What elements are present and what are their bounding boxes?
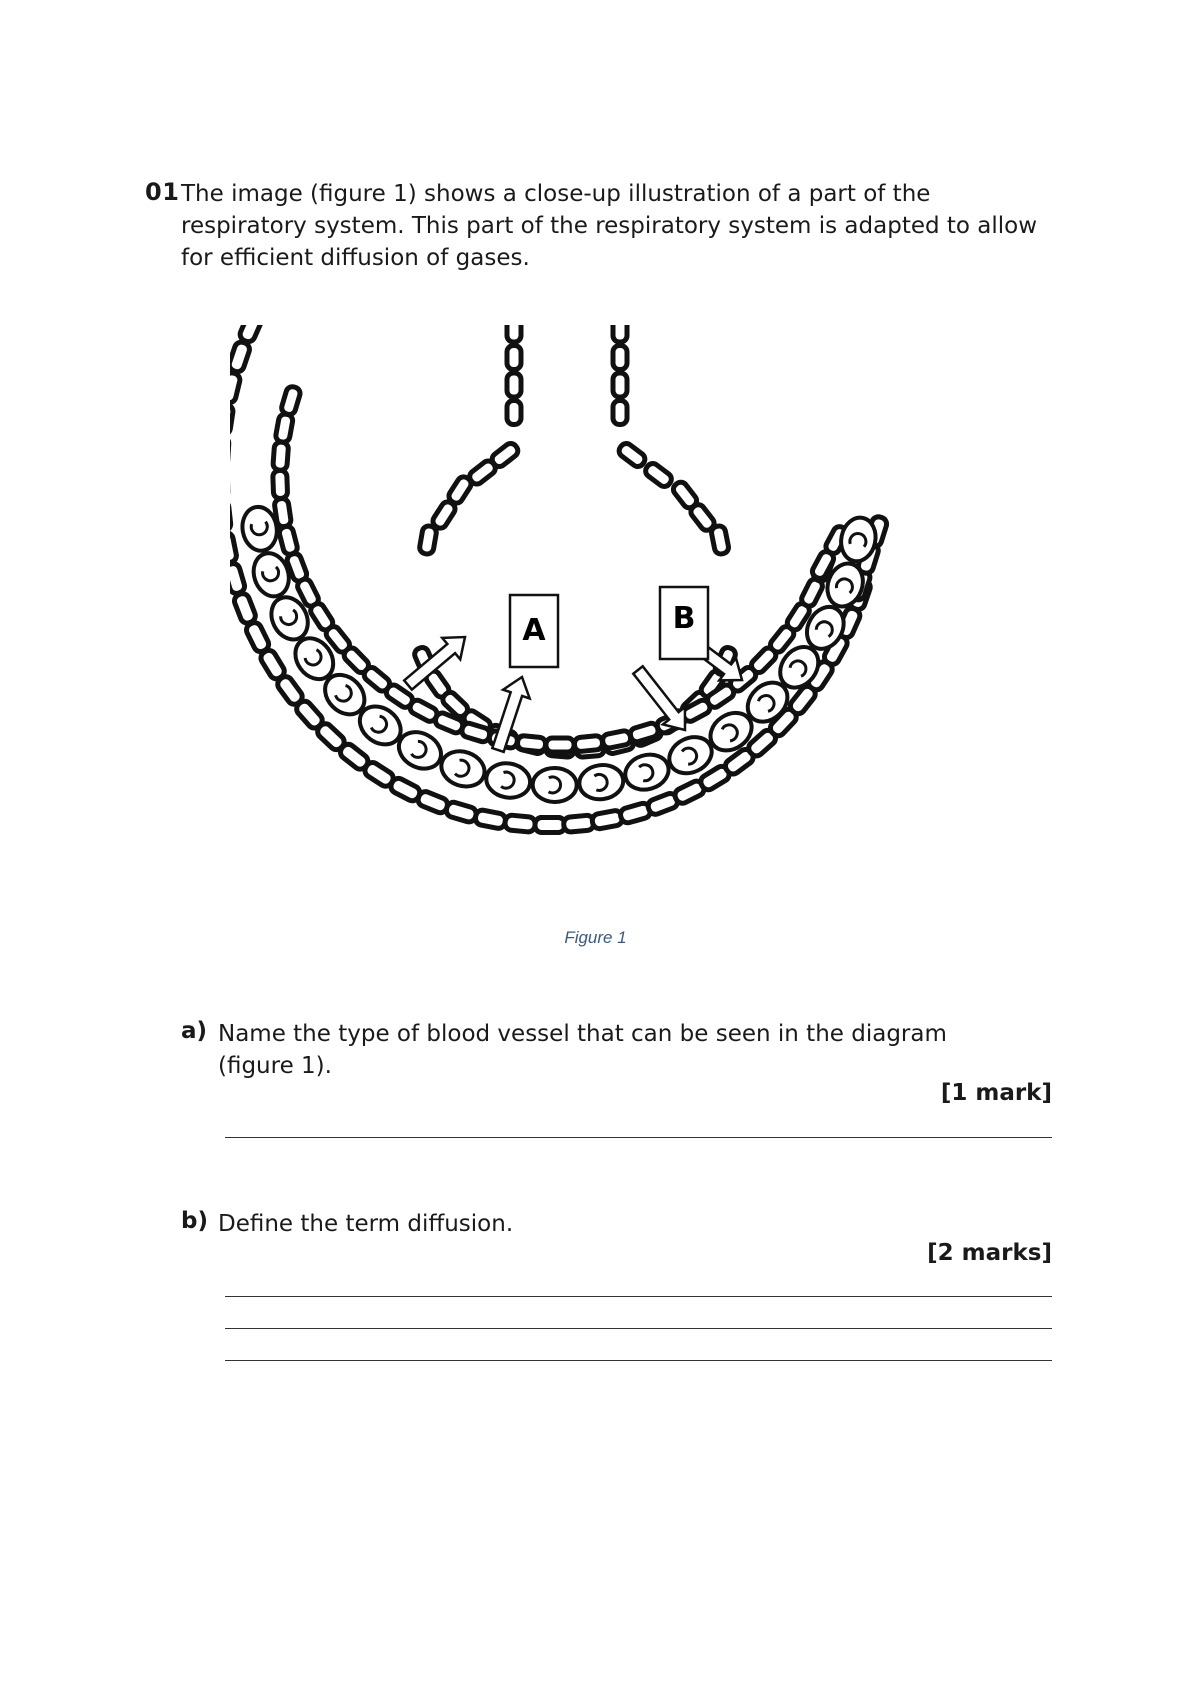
capillary-wall-segment [230, 403, 234, 435]
capillary-wall-segment [574, 735, 603, 752]
capillary-wall-segment [563, 815, 594, 833]
capillary-wall-segment [230, 532, 238, 564]
red-blood-cell [621, 750, 673, 795]
capillary-wall-segment [273, 470, 288, 498]
alveolus-wall-segment [617, 441, 648, 469]
capillary-wall-segment [280, 385, 301, 416]
capillary-wall-segment [230, 340, 251, 373]
capillary-wall-segment [238, 325, 264, 344]
capillary-wall-segment [278, 525, 299, 556]
figure-caption: Figure 1 [564, 928, 627, 947]
capillary-wall-segment [230, 562, 246, 595]
part-b-answer-line-1[interactable] [225, 1296, 1052, 1297]
part-a-text: Name the type of blood vessel that can be seen in the diagram (figure 1). [218, 1021, 947, 1079]
capillary-wall-segment [602, 730, 632, 749]
red-blood-cell [437, 746, 490, 792]
part-b-letter: b) [181, 1208, 208, 1234]
alveolus-wall-segment [419, 525, 438, 555]
capillary-wall-segment [445, 801, 478, 824]
alveolus-wall [413, 325, 738, 757]
capillary-wall-segment [517, 735, 546, 752]
part-a-answer-line[interactable] [225, 1137, 1052, 1138]
alveolus-wall-segment [507, 401, 521, 425]
capillary-wall-segment [275, 413, 294, 443]
red-blood-cell [577, 762, 625, 802]
capillary-wall-segment [232, 592, 257, 625]
part-b-answer-line-2[interactable] [225, 1328, 1052, 1329]
capillary-wall-segment [504, 815, 535, 833]
question-number: 01 [145, 178, 180, 206]
part-b-text: Define the term diffusion. [218, 1211, 514, 1237]
label-a: A [522, 613, 546, 648]
label-b: B [672, 601, 696, 636]
capillary-wall-segment [273, 442, 289, 471]
part-a-letter: a) [181, 1018, 208, 1044]
alveolus-wall-segment [710, 525, 729, 555]
capillary-wall-segment [230, 500, 231, 531]
part-b-marks: [2 marks] [927, 1240, 1052, 1266]
alveolus-wall-segment [613, 346, 627, 370]
part-b-answer-line-3[interactable] [225, 1360, 1052, 1361]
alveolus-wall-segment [643, 461, 674, 489]
alveolus-capillary-diagram [230, 325, 970, 915]
alveolus-wall-segment [613, 401, 627, 425]
alveolus-wall-segment [507, 373, 521, 397]
capillary-wall-segment [230, 371, 241, 404]
capillary-wall-segment [546, 738, 574, 752]
alveolus-wall-segment [613, 373, 627, 397]
part-a-marks: [1 mark] [940, 1080, 1052, 1106]
alveolus-wall-segment [613, 325, 627, 342]
red-blood-cell [484, 760, 533, 801]
capillary-wall-segment [474, 809, 506, 829]
question-intro: The image (figure 1) shows a close-up illustration of a part of the respiratory system. This part of the respiratory system is adapted to allow for efficient diffusion of gases. [181, 181, 1038, 271]
red-blood-cell [532, 768, 577, 803]
capillary-wall-segment [535, 818, 565, 833]
label-a-box [510, 595, 558, 667]
label-b-box [660, 587, 708, 659]
alveolus-wall-segment [507, 325, 521, 342]
alveolus-wall-segment [507, 346, 521, 370]
